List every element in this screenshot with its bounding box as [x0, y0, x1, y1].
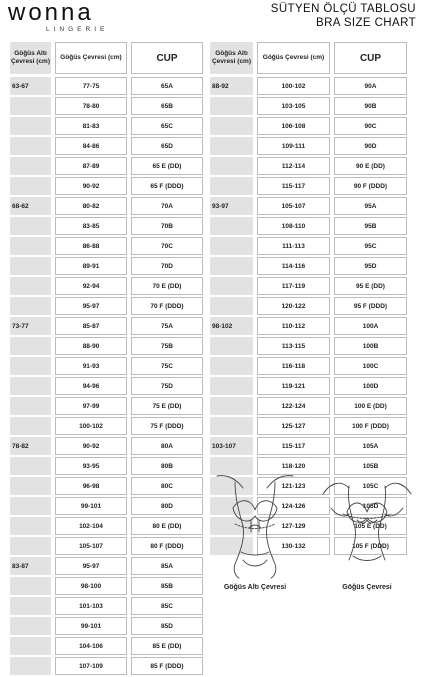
- bust-cell: 87-89: [55, 157, 127, 175]
- table-row: [10, 177, 203, 195]
- table-row: [210, 377, 407, 395]
- underbust-measure-illustration: [205, 468, 305, 580]
- underbust-cell: [210, 257, 253, 275]
- cup-cell: 90B: [334, 97, 407, 115]
- bust-cell: 95-97: [55, 297, 127, 315]
- underbust-cell: [210, 417, 253, 435]
- table-row: [10, 577, 203, 595]
- size-table-left: [10, 42, 203, 677]
- cup-cell: 80C: [131, 477, 203, 495]
- cup-cell: 95A: [334, 197, 407, 215]
- bust-cell: 81-83: [55, 117, 127, 135]
- underbust-cell: [10, 257, 51, 275]
- table-row: [10, 477, 203, 495]
- table-row: [10, 357, 203, 375]
- table-row: [10, 337, 203, 355]
- underbust-cell: [10, 397, 51, 415]
- bust-cell: 119-121: [257, 377, 330, 395]
- underbust-cell: 93-97: [210, 197, 253, 215]
- table-row: [10, 97, 203, 115]
- underbust-cell: [10, 377, 51, 395]
- table-row: [210, 277, 407, 295]
- table-row: [210, 297, 407, 315]
- underbust-cell: 78-82: [10, 437, 51, 455]
- cup-cell: 65 F (DDD): [131, 177, 203, 195]
- table-row: [10, 417, 203, 435]
- table-row: [10, 437, 203, 455]
- bust-cell: 100-102: [55, 417, 127, 435]
- cup-cell: 70D: [131, 257, 203, 275]
- bust-cell: 94-96: [55, 377, 127, 395]
- caption-underbust: Göğüs Altı Çevresi: [223, 584, 287, 591]
- bust-cell: 113-115: [257, 337, 330, 355]
- cup-cell: 85A: [131, 557, 203, 575]
- cup-cell: 80B: [131, 457, 203, 475]
- underbust-cell: [210, 217, 253, 235]
- bust-cell: 130-132: [257, 537, 330, 555]
- cup-cell: 70C: [131, 237, 203, 255]
- underbust-cell: [210, 357, 253, 375]
- underbust-cell: [210, 137, 253, 155]
- underbust-cell: [210, 397, 253, 415]
- table-row: [210, 437, 407, 455]
- table-row: [210, 397, 407, 415]
- underbust-cell: 88-92: [210, 77, 253, 95]
- bust-cell: 110-112: [257, 317, 330, 335]
- bust-cell: 90-92: [55, 177, 127, 195]
- cup-cell: 100 E (DD): [334, 397, 407, 415]
- cup-cell: 100B: [334, 337, 407, 355]
- bust-cell: 127-129: [257, 517, 330, 535]
- bust-cell: 112-114: [257, 157, 330, 175]
- bust-cell: 118-120: [257, 457, 330, 475]
- table-row: [210, 357, 407, 375]
- bust-cell: 85-87: [55, 317, 127, 335]
- caption-bust: Göğüs Çevresi: [342, 584, 392, 591]
- underbust-cell: 98-102: [210, 317, 253, 335]
- underbust-cell: [10, 97, 51, 115]
- cup-cell: 105D: [334, 497, 407, 515]
- underbust-cell: [210, 277, 253, 295]
- cup-cell: 100A: [334, 317, 407, 335]
- cup-cell: 70 F (DDD): [131, 297, 203, 315]
- cup-cell: 80 F (DDD): [131, 537, 203, 555]
- table-header: [210, 42, 407, 74]
- cup-cell: 75D: [131, 377, 203, 395]
- cup-cell: 80A: [131, 437, 203, 455]
- brand-logo: [8, 0, 158, 34]
- underbust-cell: [210, 377, 253, 395]
- bust-cell: 96-98: [55, 477, 127, 495]
- header-bust: Göğüs Çevresi (cm): [55, 42, 127, 74]
- cup-cell: 75 F (DDD): [131, 417, 203, 435]
- cup-cell: 65B: [131, 97, 203, 115]
- bust-cell: 86-88: [55, 237, 127, 255]
- underbust-cell: 73-77: [10, 317, 51, 335]
- bust-cell: 115-117: [257, 437, 330, 455]
- bust-cell: 80-82: [55, 197, 127, 215]
- cup-cell: 65 E (DD): [131, 157, 203, 175]
- cup-cell: 100C: [334, 357, 407, 375]
- bust-cell: 100-102: [257, 77, 330, 95]
- cup-cell: 95D: [334, 257, 407, 275]
- underbust-cell: 103-107: [210, 437, 253, 455]
- cup-cell: 90A: [334, 77, 407, 95]
- table-row: [10, 397, 203, 415]
- bust-cell: 122-124: [257, 397, 330, 415]
- page-title: [271, 2, 416, 30]
- table-row: [10, 617, 203, 635]
- table-row: [210, 97, 407, 115]
- bust-cell: 102-104: [55, 517, 127, 535]
- bust-cell: 92-94: [55, 277, 127, 295]
- underbust-cell: [10, 617, 51, 635]
- brand-subtitle: LINGERIE: [46, 26, 109, 33]
- underbust-cell: [10, 117, 51, 135]
- bust-measure-illustration: [317, 468, 417, 580]
- underbust-cell: [10, 497, 51, 515]
- underbust-cell: [10, 637, 51, 655]
- table-header: [10, 42, 203, 74]
- cup-cell: 85B: [131, 577, 203, 595]
- cup-cell: 105C: [334, 477, 407, 495]
- underbust-cell: 83-87: [10, 557, 51, 575]
- cup-cell: 75C: [131, 357, 203, 375]
- cup-cell: 85C: [131, 597, 203, 615]
- header-bust: Göğüs Çevresi (cm): [257, 42, 330, 74]
- underbust-cell: 68-62: [10, 197, 51, 215]
- table-row: [10, 257, 203, 275]
- cup-cell: 95 E (DD): [334, 277, 407, 295]
- bust-cell: 116-118: [257, 357, 330, 375]
- table-row: [10, 117, 203, 135]
- bust-cell: 103-105: [257, 97, 330, 115]
- cup-cell: 85D: [131, 617, 203, 635]
- bust-cell: 84-86: [55, 137, 127, 155]
- table-row: [210, 417, 407, 435]
- underbust-cell: [210, 177, 253, 195]
- cup-cell: 95C: [334, 237, 407, 255]
- bust-cell: 83-85: [55, 217, 127, 235]
- bust-cell: 91-93: [55, 357, 127, 375]
- cup-cell: 105 F (DDD): [334, 537, 407, 555]
- cup-cell: 105B: [334, 457, 407, 475]
- underbust-cell: [10, 517, 51, 535]
- table-row: [10, 457, 203, 475]
- cup-cell: 65D: [131, 137, 203, 155]
- underbust-cell: [210, 297, 253, 315]
- header-underbust: Göğüs Altı Çevresi (cm): [210, 42, 253, 74]
- bust-cell: 105-107: [257, 197, 330, 215]
- cup-cell: 70A: [131, 197, 203, 215]
- cup-cell: 65C: [131, 117, 203, 135]
- table-row: [10, 297, 203, 315]
- cup-cell: 75A: [131, 317, 203, 335]
- underbust-cell: [10, 297, 51, 315]
- table-row: [10, 277, 203, 295]
- bust-cell: 121-123: [257, 477, 330, 495]
- bust-cell: 104-106: [55, 637, 127, 655]
- table-row: [210, 317, 407, 335]
- bust-cell: 111-113: [257, 237, 330, 255]
- table-row: [210, 257, 407, 275]
- title-line-1: SÜTYEN ÖLÇÜ TABLOSU: [270, 3, 416, 15]
- underbust-cell: [10, 417, 51, 435]
- cup-cell: 75 E (DD): [131, 397, 203, 415]
- bust-cell: 106-108: [257, 117, 330, 135]
- bust-cell: 93-95: [55, 457, 127, 475]
- table-row: [210, 237, 407, 255]
- bust-cell: 120-122: [257, 297, 330, 315]
- underbust-cell: [10, 577, 51, 595]
- underbust-cell: [10, 477, 51, 495]
- cup-cell: 80 E (DD): [131, 517, 203, 535]
- cup-cell: 80D: [131, 497, 203, 515]
- table-row: [210, 77, 407, 95]
- table-row: [210, 137, 407, 155]
- cup-cell: 95 F (DDD): [334, 297, 407, 315]
- underbust-cell: [210, 157, 253, 175]
- bust-cell: 77-75: [55, 77, 127, 95]
- table-row: [210, 177, 407, 195]
- underbust-cell: [10, 657, 51, 675]
- cup-cell: 105A: [334, 437, 407, 455]
- cup-cell: 90C: [334, 117, 407, 135]
- underbust-cell: [210, 117, 253, 135]
- bust-cell: 114-116: [257, 257, 330, 275]
- bust-cell: 89-91: [55, 257, 127, 275]
- table-row: [10, 217, 203, 235]
- bust-cell: 97-99: [55, 397, 127, 415]
- underbust-cell: [210, 237, 253, 255]
- table-row: [210, 157, 407, 175]
- cup-cell: 85 F (DDD): [131, 657, 203, 675]
- cup-cell: 105 E (DD): [334, 517, 407, 535]
- underbust-cell: [10, 457, 51, 475]
- measurement-illustrations: [205, 468, 419, 596]
- underbust-cell: [10, 237, 51, 255]
- table-row: [10, 497, 203, 515]
- cup-cell: 70B: [131, 217, 203, 235]
- bust-cell: 99-101: [55, 497, 127, 515]
- table-row: [10, 377, 203, 395]
- cup-cell: 90 F (DDD): [334, 177, 407, 195]
- table-row: [10, 557, 203, 575]
- table-row: [210, 117, 407, 135]
- bust-cell: 124-126: [257, 497, 330, 515]
- underbust-cell: [210, 337, 253, 355]
- cup-cell: 65A: [131, 77, 203, 95]
- bust-cell: 101-103: [55, 597, 127, 615]
- header-underbust: Göğüs Altı Çevresi (cm): [10, 42, 51, 74]
- table-row: [10, 157, 203, 175]
- cup-cell: 90 E (DD): [334, 157, 407, 175]
- table-row: [10, 197, 203, 215]
- bust-cell: 99-101: [55, 617, 127, 635]
- table-row: [210, 197, 407, 215]
- table-row: [10, 137, 203, 155]
- table-row: [10, 537, 203, 555]
- table-row: [10, 77, 203, 95]
- cup-cell: 100D: [334, 377, 407, 395]
- table-row: [10, 317, 203, 335]
- cup-cell: 100 F (DDD): [334, 417, 407, 435]
- underbust-cell: [10, 277, 51, 295]
- header-cup: CUP: [334, 42, 407, 74]
- title-line-2: BRA SIZE CHART: [316, 17, 416, 29]
- cup-cell: 90D: [334, 137, 407, 155]
- underbust-cell: 63-67: [10, 77, 51, 95]
- cup-cell: 85 E (DD): [131, 637, 203, 655]
- table-row: [10, 637, 203, 655]
- bust-cell: 125-127: [257, 417, 330, 435]
- cup-cell: 75B: [131, 337, 203, 355]
- table-row: [210, 217, 407, 235]
- underbust-cell: [10, 157, 51, 175]
- bust-cell: 105-107: [55, 537, 127, 555]
- underbust-cell: [10, 137, 51, 155]
- bust-cell: 107-109: [55, 657, 127, 675]
- underbust-cell: [10, 177, 51, 195]
- bust-cell: 109-111: [257, 137, 330, 155]
- table-row: [210, 337, 407, 355]
- bust-cell: 78-80: [55, 97, 127, 115]
- cup-cell: 95B: [334, 217, 407, 235]
- bust-cell: 115-117: [257, 177, 330, 195]
- bust-cell: 117-119: [257, 277, 330, 295]
- brand-name: wonna: [8, 0, 94, 26]
- bust-cell: 90-92: [55, 437, 127, 455]
- underbust-cell: [10, 357, 51, 375]
- bust-cell: 108-110: [257, 217, 330, 235]
- header-cup: CUP: [131, 42, 203, 74]
- table-row: [10, 237, 203, 255]
- underbust-cell: [210, 97, 253, 115]
- table-row: [10, 517, 203, 535]
- bust-cell: 88-90: [55, 337, 127, 355]
- underbust-cell: [10, 217, 51, 235]
- underbust-cell: [10, 537, 51, 555]
- cup-cell: 70 E (DD): [131, 277, 203, 295]
- bust-cell: 95-97: [55, 557, 127, 575]
- underbust-cell: [10, 337, 51, 355]
- table-row: [10, 657, 203, 675]
- bust-cell: 98-100: [55, 577, 127, 595]
